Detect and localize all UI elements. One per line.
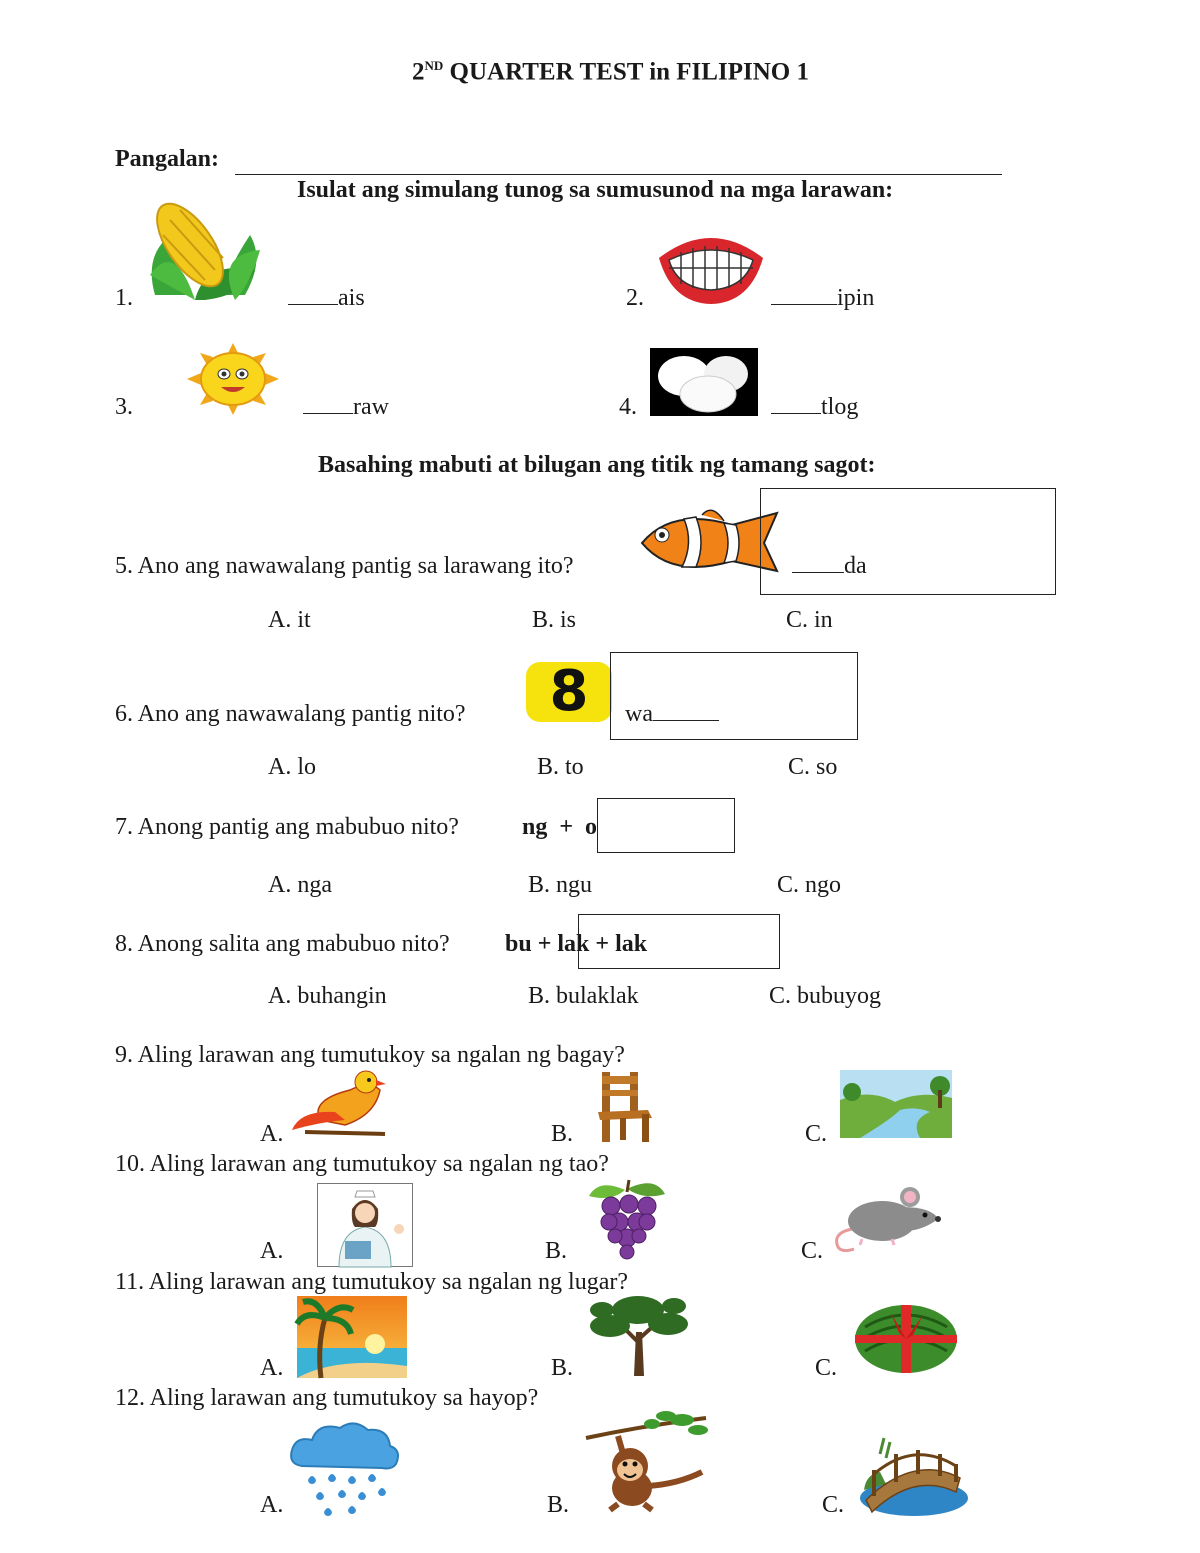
option-a[interactable]: A. nga <box>268 872 332 898</box>
word-suffix: raw <box>353 394 389 420</box>
tree-icon[interactable] <box>588 1292 688 1376</box>
blank-answer-2[interactable] <box>771 285 874 312</box>
page-title: 2ND QUARTER TEST in FILIPINO 1 <box>412 58 809 86</box>
question-8: 8. Anong salita ang mabubuo nito? <box>115 931 450 957</box>
blank-answer-5[interactable] <box>792 553 867 580</box>
option-b[interactable]: B. <box>545 1238 568 1264</box>
question-7: 7. Anong pantig ang mabubuo nito? <box>115 814 459 840</box>
blank-answer-3[interactable] <box>303 394 389 421</box>
option-a[interactable]: A. lo <box>268 754 316 780</box>
item-number: 4. <box>619 394 637 420</box>
question-5: 5. Ano ang nawawalang pantig sa larawang ito? <box>115 553 574 579</box>
option-c[interactable]: C. <box>815 1355 838 1381</box>
answer-box[interactable] <box>597 798 735 853</box>
monkey-icon[interactable] <box>582 1410 710 1514</box>
option-b[interactable]: B. bulaklak <box>528 983 639 1009</box>
option-c[interactable]: C. so <box>788 754 838 780</box>
name-field[interactable] <box>235 174 1002 175</box>
option-a[interactable]: A. it <box>268 607 311 633</box>
corn-icon <box>135 200 270 305</box>
bridge-icon[interactable] <box>856 1434 970 1518</box>
grapes-icon[interactable] <box>585 1178 669 1260</box>
river-landscape-icon[interactable] <box>840 1070 952 1138</box>
option-b[interactable]: B. is <box>532 607 577 633</box>
word-prefix: wa <box>625 701 653 727</box>
name-label: Pangalan: <box>115 146 220 172</box>
number-eight-label: 8 <box>549 659 589 724</box>
question-12: 12. Aling larawan ang tumutukoy sa hayop? <box>115 1385 539 1411</box>
item-number: 3. <box>115 394 133 420</box>
option-c[interactable]: C. in <box>786 607 833 633</box>
word-suffix: tlog <box>821 394 859 420</box>
watermelon-icon[interactable] <box>853 1303 959 1375</box>
blank-answer-4[interactable] <box>771 394 858 421</box>
option-a[interactable]: A. <box>260 1355 284 1381</box>
blank-answer-1[interactable] <box>288 285 365 312</box>
option-b[interactable]: B. <box>551 1355 574 1381</box>
nurse-icon[interactable] <box>317 1183 413 1267</box>
option-c[interactable]: C. bubuyog <box>769 983 882 1009</box>
word-suffix: da <box>844 553 867 579</box>
option-a[interactable]: A. <box>260 1121 284 1147</box>
rain-cloud-icon[interactable] <box>288 1420 402 1518</box>
item-number: 2. <box>626 285 644 311</box>
option-c[interactable]: C. <box>805 1121 828 1147</box>
option-c[interactable]: C. <box>801 1238 824 1264</box>
option-c[interactable]: C. ngo <box>777 872 842 898</box>
option-a[interactable]: A. buhangin <box>268 983 387 1009</box>
syllable-formula: ng + o <box>522 814 598 840</box>
mouse-icon[interactable] <box>832 1185 942 1255</box>
section1-instruction: Isulat ang simulang tunog sa sumusunod na mga larawan: <box>297 177 894 203</box>
option-b[interactable]: B. <box>551 1121 574 1147</box>
syllable-formula: bu + lak + lak <box>505 931 648 957</box>
item-number: 1. <box>115 285 133 311</box>
option-b[interactable]: B. <box>547 1492 570 1518</box>
option-a[interactable]: A. <box>260 1238 284 1264</box>
beach-icon[interactable] <box>297 1296 407 1378</box>
question-11: 11. Aling larawan ang tumutukoy sa ngalan ng lugar? <box>115 1269 628 1295</box>
question-10: 10. Aling larawan ang tumutukoy sa ngalan ng tao? <box>115 1151 609 1177</box>
eggs-icon <box>650 348 758 416</box>
sun-icon <box>185 343 281 415</box>
option-b[interactable]: B. to <box>537 754 584 780</box>
chair-icon[interactable] <box>590 1070 660 1145</box>
word-suffix: ipin <box>837 285 875 311</box>
teeth-icon <box>655 228 767 306</box>
question-9: 9. Aling larawan ang tumutukoy sa ngalan ng bagay? <box>115 1042 625 1068</box>
option-b[interactable]: B. ngu <box>528 872 593 898</box>
option-c[interactable]: C. <box>822 1492 845 1518</box>
bird-icon[interactable] <box>290 1070 390 1145</box>
blank-answer-6[interactable] <box>625 701 719 728</box>
word-suffix: ais <box>338 285 365 311</box>
question-6: 6. Ano ang nawawalang pantig nito? <box>115 701 466 727</box>
option-a[interactable]: A. <box>260 1492 284 1518</box>
answer-box[interactable] <box>578 914 780 969</box>
section2-instruction: Basahing mabuti at bilugan ang titik ng tamang sagot: <box>318 452 876 478</box>
number-eight-picture <box>526 659 612 724</box>
